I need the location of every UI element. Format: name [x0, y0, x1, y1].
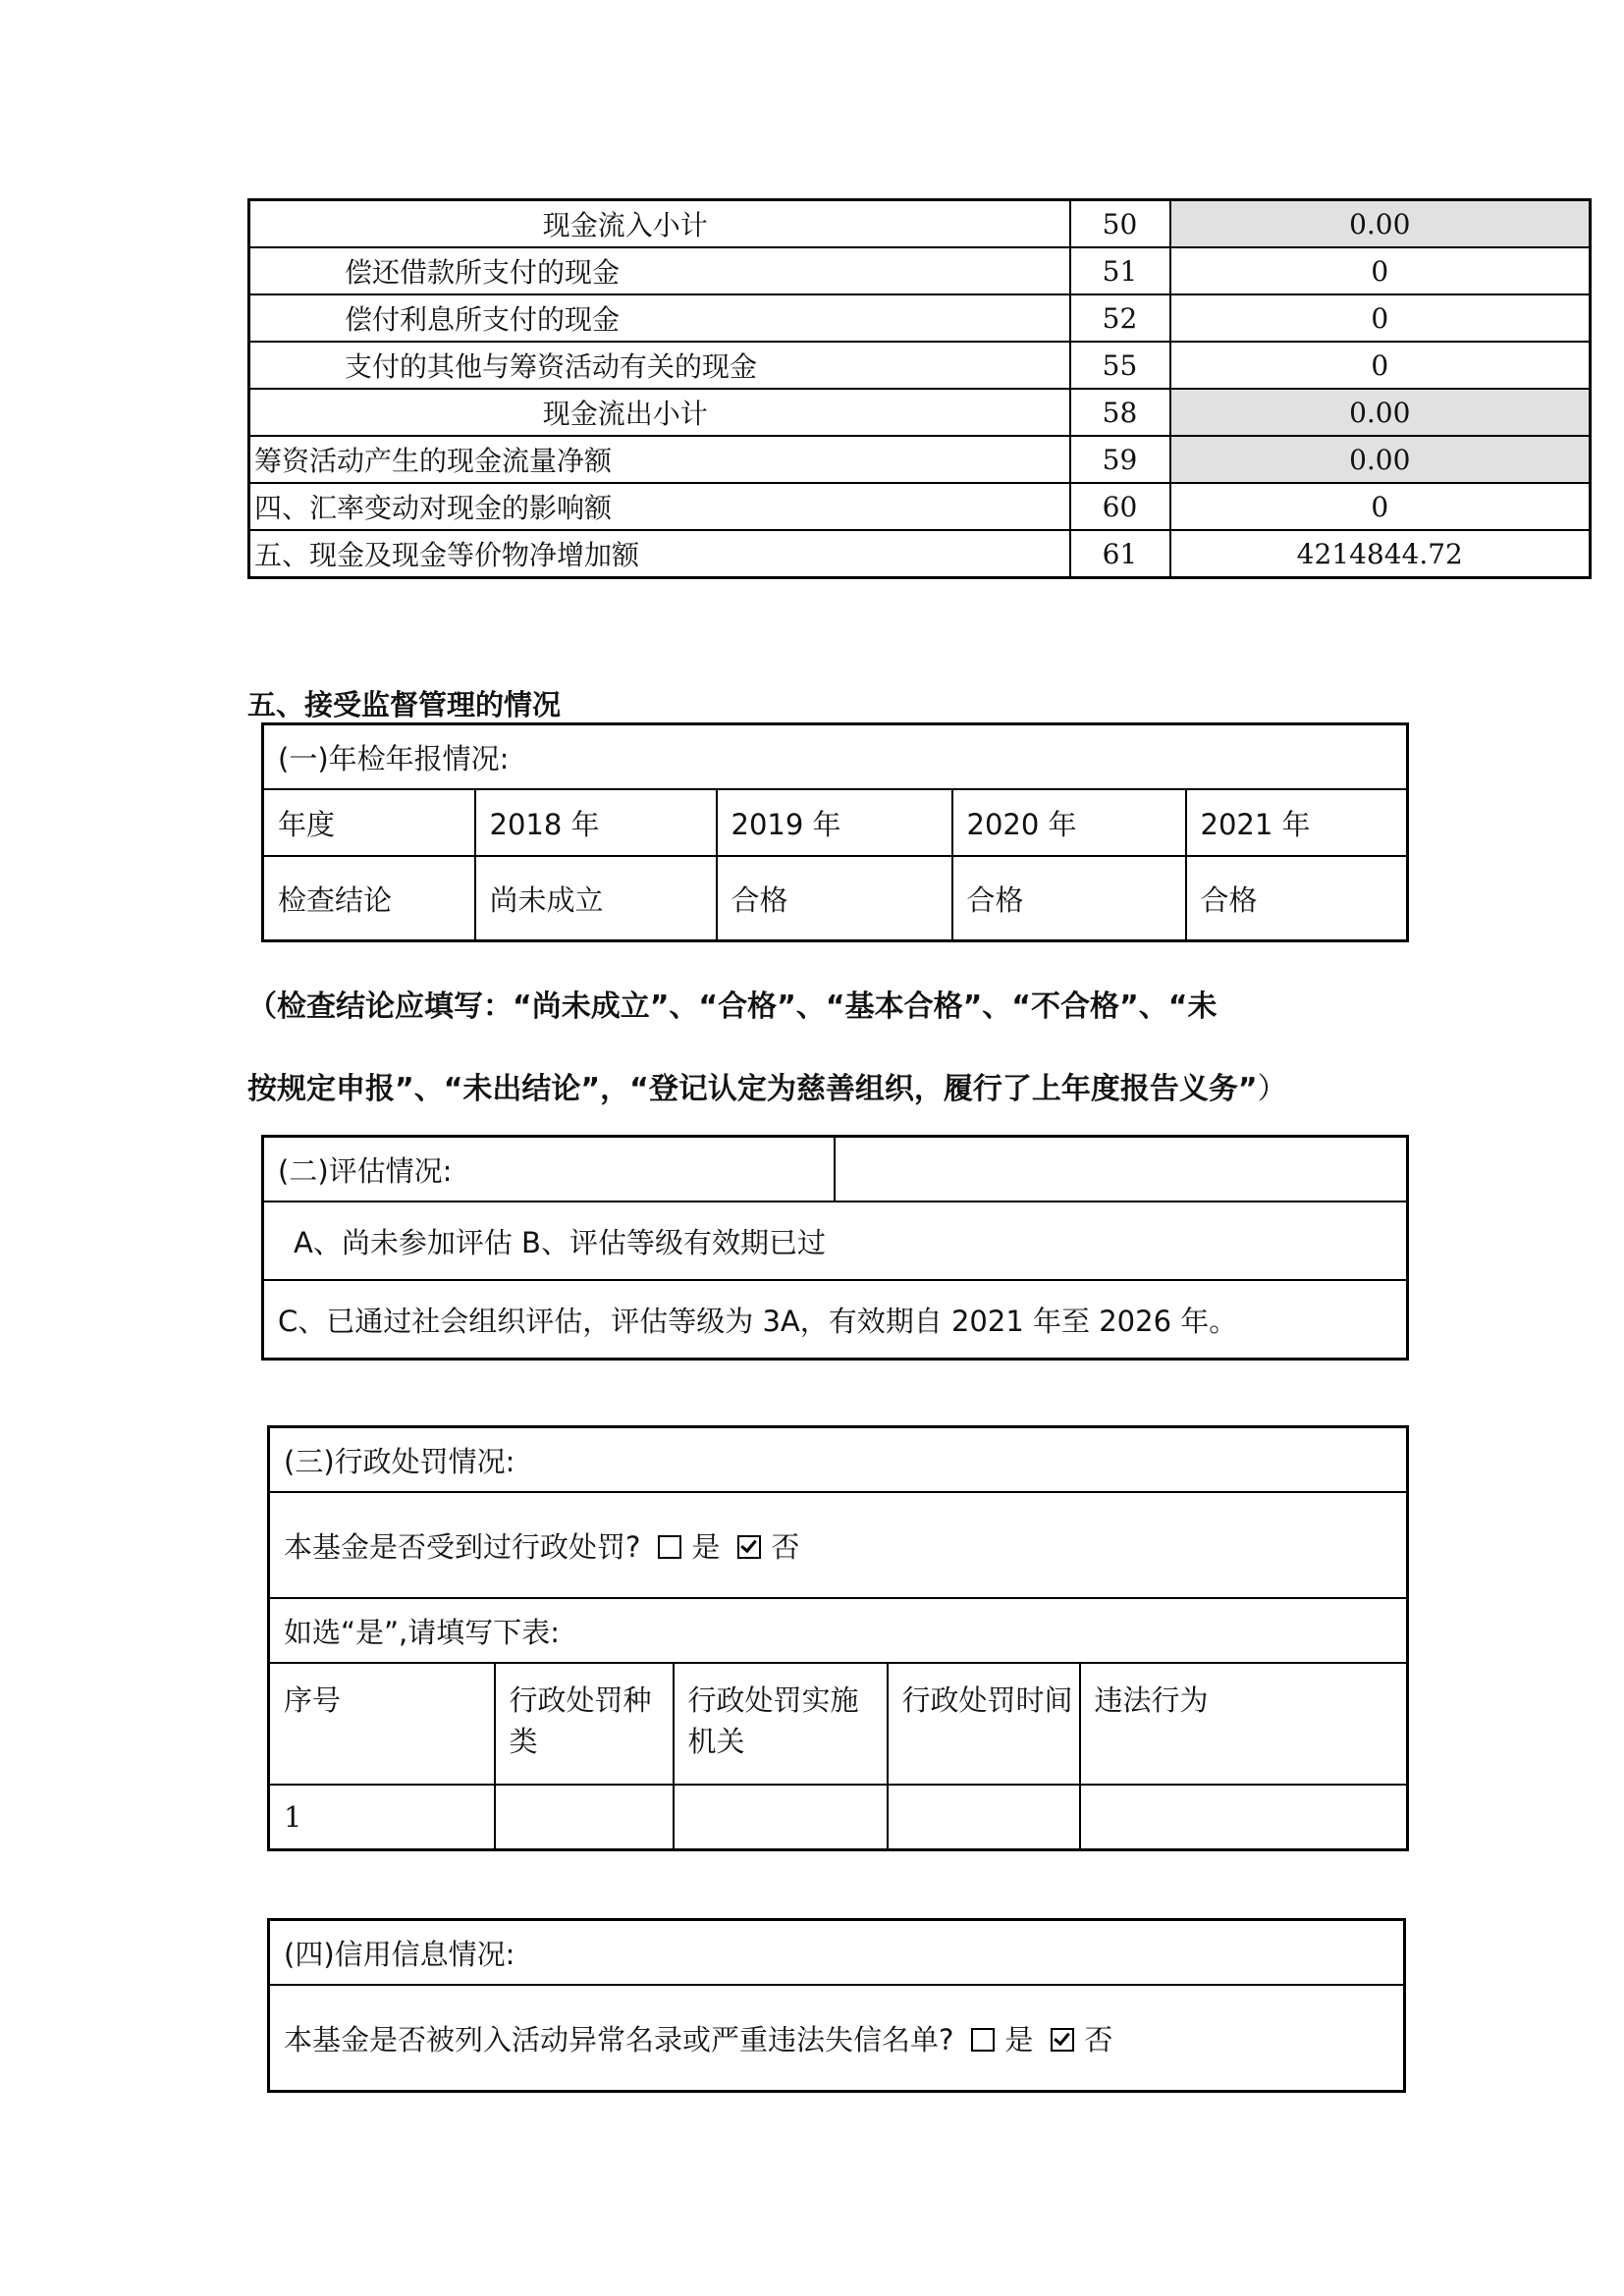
line-number: 61 — [1070, 530, 1170, 578]
assessment-blank — [835, 1137, 1408, 1202]
credit-question-cell — [269, 1985, 1405, 2092]
annual-heading: (一)年检年报情况: — [263, 724, 1408, 790]
year-cell: 2018 年 — [475, 789, 717, 856]
note-text: （检查结论应填写：“尚未成立”、“合格”、“基本合格”、“不合格”、“未 — [247, 989, 1218, 1024]
table-row — [269, 1598, 1408, 1663]
line-number: 50 — [1070, 200, 1170, 248]
result-cell: 尚未成立 — [475, 856, 717, 941]
row-label: 偿还借款所支付的现金 — [249, 247, 1070, 294]
amount-cell: 0 — [1170, 294, 1591, 342]
note-close-paren: ） — [1257, 1072, 1287, 1106]
table-row — [263, 1280, 1408, 1360]
empty-cell — [888, 1785, 1080, 1850]
line-number: 51 — [1070, 247, 1170, 294]
row-label: 四、汇率变动对现金的影响额 — [249, 483, 1070, 530]
assessment-option-c: C、已通过社会组织评估，评估等级为 3A，有效期自 2021 年至 2026 年。 — [263, 1280, 1408, 1360]
amount-cell: 0 — [1170, 483, 1591, 530]
result-label: 检查结论 — [263, 856, 475, 941]
assessment-option-ab: A、尚未参加评估 B、评估等级有效期已过 — [263, 1201, 1408, 1280]
penalty-heading: (三)行政处罚情况: — [269, 1427, 1408, 1493]
empty-cell — [495, 1785, 674, 1850]
row-label: 偿付利息所支付的现金 — [249, 294, 1070, 342]
assessment-table — [261, 1135, 1409, 1361]
table-row — [249, 389, 1591, 436]
line-number: 60 — [1070, 483, 1170, 530]
row-label: 现金流出小计 — [249, 389, 1070, 436]
yes-label: 是 — [1004, 2022, 1034, 2056]
year-label: 年度 — [263, 789, 475, 856]
result-cell: 合格 — [1186, 856, 1408, 941]
table-row — [249, 200, 1591, 248]
row-label: 现金流入小计 — [249, 200, 1070, 248]
checkbox-checked-icon[interactable] — [1051, 2028, 1074, 2052]
table-row — [269, 1985, 1405, 2092]
table-row — [249, 247, 1591, 294]
amount-cell: 4214844.72 — [1170, 530, 1591, 578]
row-label: 支付的其他与筹资活动有关的现金 — [249, 342, 1070, 389]
assessment-heading: (二)评估情况: — [263, 1137, 835, 1202]
table-row — [249, 436, 1591, 483]
table-row — [269, 1427, 1408, 1493]
line-number: 55 — [1070, 342, 1170, 389]
year-cell: 2019 年 — [717, 789, 952, 856]
credit-table — [267, 1918, 1406, 2093]
yes-label: 是 — [691, 1529, 721, 1564]
note-text: 按规定申报”、“未出结论”，“登记认定为慈善组织，履行了上年度报告义务” — [247, 1072, 1258, 1106]
year-cell: 2020 年 — [952, 789, 1186, 856]
row-number: 1 — [269, 1785, 495, 1850]
amount-cell: 0 — [1170, 247, 1591, 294]
no-label: 否 — [771, 1529, 800, 1564]
cashflow-table — [247, 198, 1592, 579]
penalty-question-cell — [269, 1492, 1408, 1598]
column-header: 行政处罚实施机关 — [674, 1663, 888, 1785]
credit-heading: (四)信用信息情况: — [269, 1920, 1405, 1986]
row-label: 筹资活动产生的现金流量净额 — [249, 436, 1070, 483]
result-cell: 合格 — [952, 856, 1186, 941]
line-number: 59 — [1070, 436, 1170, 483]
table-row — [249, 294, 1591, 342]
column-header: 行政处罚时间 — [888, 1663, 1080, 1785]
section-title: 五、接受监督管理的情况 — [247, 688, 562, 721]
line-number: 52 — [1070, 294, 1170, 342]
table-row — [263, 789, 1408, 856]
result-cell: 合格 — [717, 856, 952, 941]
table-row — [269, 1663, 1408, 1785]
checkbox-yes-icon[interactable] — [658, 1535, 681, 1559]
empty-cell — [674, 1785, 888, 1850]
amount-cell: 0 — [1170, 342, 1591, 389]
penalty-question: 本基金是否受到过行政处罚? — [284, 1529, 641, 1564]
table-row — [269, 1492, 1408, 1598]
penalty-if-yes: 如选“是”,请填写下表: — [269, 1598, 1408, 1663]
row-label: 五、现金及现金等价物净增加额 — [249, 530, 1070, 578]
checkbox-checked-icon[interactable] — [737, 1535, 761, 1559]
table-row — [269, 1785, 1408, 1850]
amount-cell: 0.00 — [1170, 389, 1591, 436]
amount-cell: 0.00 — [1170, 436, 1591, 483]
line-number: 58 — [1070, 389, 1170, 436]
table-row — [263, 856, 1408, 941]
annual-inspection-table — [261, 722, 1409, 942]
amount-cell: 0.00 — [1170, 200, 1591, 248]
table-row — [249, 483, 1591, 530]
note-line-1 — [247, 982, 1217, 1025]
table-row — [263, 724, 1408, 790]
note-line-2 — [247, 1064, 1287, 1107]
column-header: 行政处罚种类 — [495, 1663, 674, 1785]
column-header: 序号 — [269, 1663, 495, 1785]
table-row — [249, 530, 1591, 578]
table-row — [263, 1201, 1408, 1280]
no-label: 否 — [1084, 2022, 1113, 2056]
empty-cell — [1080, 1785, 1408, 1850]
penalty-table — [267, 1425, 1409, 1851]
checkbox-yes-icon[interactable] — [971, 2028, 995, 2052]
table-row — [263, 1137, 1408, 1202]
year-cell: 2021 年 — [1186, 789, 1408, 856]
table-row — [269, 1920, 1405, 1986]
credit-question: 本基金是否被列入活动异常名录或严重违法失信名单? — [284, 2022, 954, 2056]
table-row — [249, 342, 1591, 389]
column-header: 违法行为 — [1080, 1663, 1408, 1785]
